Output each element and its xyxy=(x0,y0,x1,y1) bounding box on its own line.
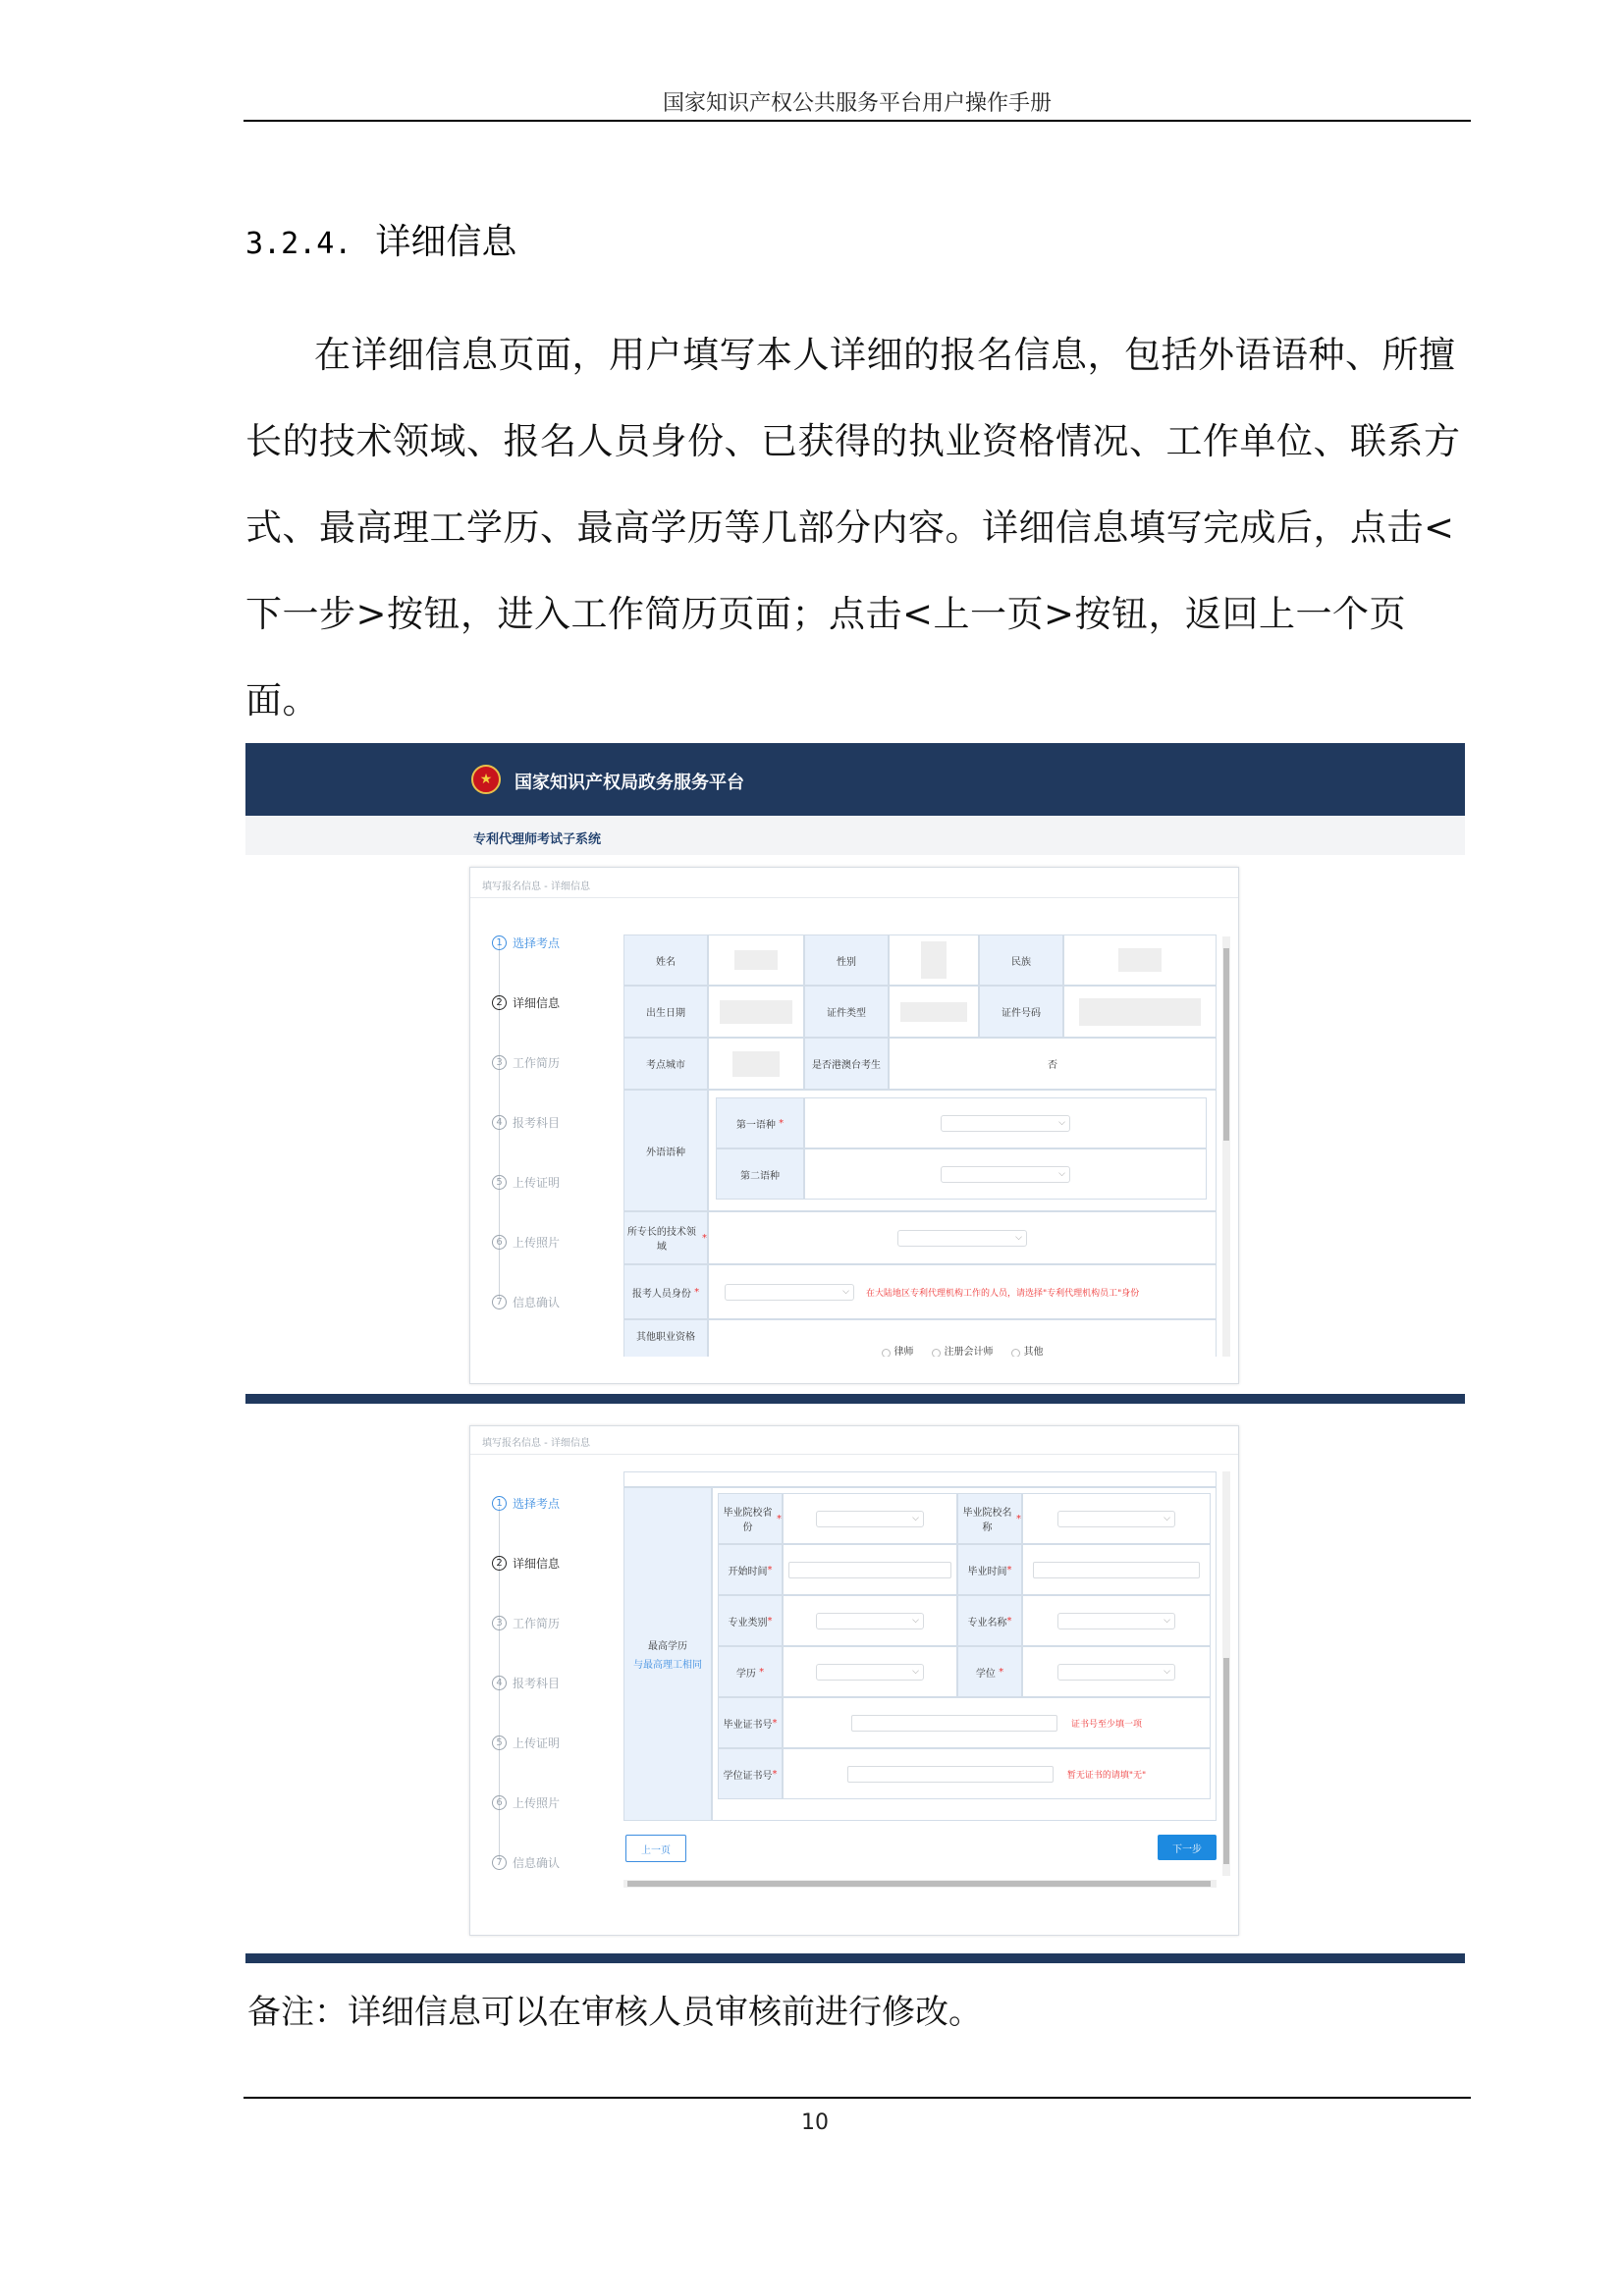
step-number: 7 xyxy=(492,1295,507,1309)
label-birth: 出生日期 xyxy=(623,986,708,1038)
separator-band xyxy=(245,1394,1465,1404)
chevron-down-icon: ⌵ xyxy=(1058,1169,1065,1179)
lang1-select[interactable] xyxy=(941,1115,1070,1132)
required-mark: * xyxy=(690,1286,700,1298)
prev-row-fragment xyxy=(623,1471,1217,1487)
form-panel-2 xyxy=(469,1425,1239,1936)
label-gender: 性别 xyxy=(804,934,889,986)
lang1-text: 第一语种 xyxy=(735,1119,776,1131)
label-degree xyxy=(957,1646,1022,1697)
required-mark: * xyxy=(772,1768,778,1780)
value-city xyxy=(708,1038,804,1090)
degree-edu-text: 学历 xyxy=(735,1668,756,1680)
step-number: 5 xyxy=(492,1175,507,1190)
step-label: 详细信息 xyxy=(513,1557,561,1571)
required-mark: * xyxy=(698,1232,707,1244)
label-name: 姓名 xyxy=(623,934,708,986)
degree-cell xyxy=(1022,1646,1211,1697)
chevron-down-icon: ⌵ xyxy=(842,1287,849,1297)
school-name-text: 毕业院校名称 xyxy=(962,1508,1012,1533)
section-title-text: 详细信息 xyxy=(375,222,517,262)
step-label: 上传证明 xyxy=(513,1176,561,1190)
school-name-cell xyxy=(1022,1493,1211,1544)
value-ethnicity xyxy=(1063,934,1217,986)
note: 备注：详细信息可以在审核人员审核前进行修改。 xyxy=(247,1993,982,2032)
form-panel xyxy=(469,867,1239,1384)
scrollbar-thumb[interactable] xyxy=(1223,1658,1229,1864)
step-number: 5 xyxy=(492,1735,507,1750)
step-label: 报考科目 xyxy=(513,1677,561,1690)
label-major-name xyxy=(957,1595,1022,1646)
major-cat-text: 专业类别 xyxy=(728,1617,768,1629)
next-step-button[interactable]: 下一步 xyxy=(1158,1835,1217,1860)
required-mark: * xyxy=(767,1564,773,1575)
label-identity xyxy=(623,1264,708,1319)
value-birth xyxy=(708,986,804,1038)
section-number: 3.2.4. xyxy=(245,227,352,261)
value-id-type xyxy=(889,986,979,1038)
label-school-name xyxy=(957,1493,1022,1544)
step-number: 4 xyxy=(492,1676,507,1690)
required-mark: * xyxy=(995,1666,1004,1678)
subsystem-title: 专利代理师考试子系统 xyxy=(473,832,602,847)
value-name xyxy=(708,934,804,986)
label-edu xyxy=(623,1487,712,1821)
radio-lawyer[interactable] xyxy=(882,1349,891,1357)
step-number: 3 xyxy=(492,1055,507,1070)
step-number: 6 xyxy=(492,1795,507,1810)
scrollbar[interactable] xyxy=(1222,1471,1230,1876)
radio-lawyer-label: 律师 xyxy=(893,1347,914,1357)
major-cat-select[interactable] xyxy=(816,1613,924,1629)
required-mark: * xyxy=(1006,1564,1012,1575)
separator-band-bottom xyxy=(245,1953,1465,1963)
required-mark: * xyxy=(767,1615,773,1627)
major-name-select[interactable] xyxy=(1057,1613,1175,1629)
step-1[interactable] xyxy=(492,934,560,951)
start-date-input[interactable] xyxy=(788,1562,951,1578)
school-prov-select[interactable] xyxy=(816,1511,924,1527)
degree-cert-warning: 暂无证书的请填"无" xyxy=(1066,1770,1147,1781)
step-5[interactable] xyxy=(492,1174,560,1191)
edu-label-text: 最高学历 xyxy=(648,1641,687,1652)
breadcrumb: 填写报名信息 - 详细信息 xyxy=(482,1438,590,1449)
grad-text: 毕业时间 xyxy=(967,1566,1007,1577)
label-start xyxy=(718,1544,783,1595)
label-hkmt: 是否港澳台考生 xyxy=(804,1038,889,1090)
divider xyxy=(470,1454,1238,1455)
step-number: 1 xyxy=(492,935,507,950)
step-label: 工作简历 xyxy=(513,1056,561,1070)
major-name-cell xyxy=(1022,1595,1211,1646)
identity-text: 报考人员身份 xyxy=(631,1288,691,1300)
tech-text: 所专长的技术领域 xyxy=(626,1227,696,1253)
degree-select[interactable] xyxy=(1057,1664,1175,1681)
other-qual-cell xyxy=(708,1319,1217,1357)
required-mark: * xyxy=(1006,1615,1012,1627)
body-paragraph: 在详细信息页面，用户填写本人详细的报名信息，包括外语语种、所擅长的技术领域、报名人员身份、已获得的执业资格情况、工作单位、联系方式、最高理工学历、最高学历等几部分内容。详细信息填写完成后，点击<下一步>按钮，进入工作简历页面；点击<上一页>按钮，返回上一个页面。 xyxy=(245,334,1461,721)
step-7[interactable] xyxy=(492,1294,560,1310)
step-label: 上传证明 xyxy=(513,1736,561,1750)
header-rule xyxy=(244,120,1471,122)
required-mark: * xyxy=(777,1513,782,1524)
step-label: 选择考点 xyxy=(513,936,561,950)
major-cat-cell xyxy=(783,1595,957,1646)
step-label: 报考科目 xyxy=(513,1116,561,1130)
label-grad xyxy=(957,1544,1022,1595)
scrollbar-thumb[interactable] xyxy=(1223,948,1229,1141)
radio-other[interactable] xyxy=(1011,1349,1020,1357)
step-2[interactable] xyxy=(492,1555,560,1572)
identity-select[interactable] xyxy=(725,1284,854,1301)
step-1[interactable] xyxy=(492,1495,560,1512)
degree-text: 学位 xyxy=(975,1668,996,1680)
footer-rule xyxy=(244,2097,1471,2099)
label-city: 考点城市 xyxy=(623,1038,708,1090)
major-name-text: 专业名称 xyxy=(967,1617,1007,1629)
breadcrumb: 填写报名信息 - 详细信息 xyxy=(482,881,590,892)
step-5[interactable] xyxy=(492,1735,560,1751)
step-number: 2 xyxy=(492,1556,507,1571)
step-number: 6 xyxy=(492,1235,507,1250)
label-other-qual: 其他职业资格 xyxy=(623,1319,708,1357)
emblem-icon xyxy=(471,765,501,794)
step-number: 3 xyxy=(492,1616,507,1630)
start-cell xyxy=(783,1544,957,1595)
label-lang1 xyxy=(716,1097,804,1148)
radio-other-label: 其他 xyxy=(1023,1347,1044,1357)
label-language: 外语语种 xyxy=(623,1090,708,1211)
chevron-down-icon: ⌵ xyxy=(1164,1616,1170,1626)
degree-edu-select[interactable] xyxy=(816,1664,924,1681)
start-text: 开始时间 xyxy=(728,1566,768,1577)
identity-cell xyxy=(708,1264,1217,1319)
label-degree-cert xyxy=(718,1748,783,1799)
label-degree-edu xyxy=(718,1646,783,1697)
grad-cert-warning: 证书号至少填一项 xyxy=(1070,1719,1142,1730)
h-scrollbar-thumb[interactable] xyxy=(627,1881,1211,1887)
form-table xyxy=(623,934,1217,1357)
value-id-no xyxy=(1063,986,1217,1038)
label-lang2: 第二语种 xyxy=(716,1148,804,1200)
step-label: 上传照片 xyxy=(513,1236,561,1250)
required-mark: * xyxy=(775,1117,785,1129)
degree-edu-cell xyxy=(783,1646,957,1697)
chevron-down-icon: ⌵ xyxy=(1164,1514,1170,1523)
page-number: 10 xyxy=(801,2110,829,2135)
school-prov-cell xyxy=(783,1493,957,1544)
sub-bar xyxy=(245,816,1465,855)
step-number: 2 xyxy=(492,995,507,1010)
doc-header: 国家知识产权公共服务平台用户操作手册 xyxy=(662,91,1052,116)
grad-cell xyxy=(1022,1544,1211,1595)
radio-cpa[interactable] xyxy=(932,1349,941,1357)
step-label: 信息确认 xyxy=(513,1856,561,1870)
lang2-select[interactable] xyxy=(941,1166,1070,1183)
step-number: 1 xyxy=(492,1496,507,1511)
value-hkmt: 否 xyxy=(889,1038,1217,1090)
step-3[interactable] xyxy=(492,1615,560,1631)
value-gender xyxy=(889,934,979,986)
step-6[interactable] xyxy=(492,1234,560,1251)
prev-page-button[interactable]: 上一页 xyxy=(625,1835,686,1862)
site-title: 国家知识产权局政务服务平台 xyxy=(514,773,744,793)
chevron-down-icon: ⌵ xyxy=(912,1616,919,1626)
school-prov-text: 毕业院校省份 xyxy=(723,1508,773,1533)
step-number: 4 xyxy=(492,1115,507,1130)
scrollbar[interactable] xyxy=(1222,936,1230,1357)
screenshot-1 xyxy=(245,743,1465,1403)
lang2-cell xyxy=(804,1148,1207,1200)
radio-cpa-label: 注册会计师 xyxy=(944,1347,994,1357)
step-3[interactable] xyxy=(492,1054,560,1071)
grad-cert-text: 毕业证书号 xyxy=(723,1719,773,1731)
label-grad-cert xyxy=(718,1697,783,1748)
label-school-prov xyxy=(718,1493,783,1544)
chevron-down-icon: ⌵ xyxy=(1015,1233,1022,1243)
identity-warning: 在大陆地区专利代理机构工作的人员，请选择"专利代理机构员工"身份 xyxy=(866,1288,1140,1299)
step-number: 7 xyxy=(492,1855,507,1870)
step-label: 详细信息 xyxy=(513,996,561,1010)
grad-cert-cell xyxy=(783,1697,1211,1748)
label-major-cat xyxy=(718,1595,783,1646)
lang1-cell xyxy=(804,1097,1207,1148)
school-name-select[interactable] xyxy=(1057,1511,1175,1527)
tech-cell xyxy=(708,1211,1217,1264)
edu-same-link[interactable]: 与最高理工相同 xyxy=(633,1660,702,1671)
step-4[interactable] xyxy=(492,1675,560,1691)
required-mark: * xyxy=(755,1666,765,1678)
step-label: 上传照片 xyxy=(513,1796,561,1810)
step-7[interactable] xyxy=(492,1854,560,1871)
grad-cert-input[interactable] xyxy=(851,1715,1057,1732)
degree-cert-cell xyxy=(783,1748,1211,1799)
degree-cert-text: 学位证书号 xyxy=(723,1770,773,1782)
section-title xyxy=(245,214,516,264)
h-scrollbar[interactable] xyxy=(623,1880,1217,1888)
step-label: 选择考点 xyxy=(513,1497,561,1511)
label-id-type: 证件类型 xyxy=(804,986,889,1038)
step-label: 信息确认 xyxy=(513,1296,561,1309)
label-ethnicity: 民族 xyxy=(979,934,1063,986)
step-6[interactable] xyxy=(492,1794,560,1811)
divider xyxy=(470,897,1238,898)
step-4[interactable] xyxy=(492,1114,560,1131)
grad-date-input[interactable] xyxy=(1033,1562,1200,1578)
label-tech xyxy=(623,1211,708,1264)
chevron-down-icon: ⌵ xyxy=(1164,1667,1170,1677)
chevron-down-icon: ⌵ xyxy=(912,1667,919,1677)
tech-select[interactable] xyxy=(897,1230,1027,1247)
chevron-down-icon: ⌵ xyxy=(1058,1118,1065,1128)
required-mark: * xyxy=(1016,1513,1021,1524)
label-id-no: 证件号码 xyxy=(979,986,1063,1038)
step-2[interactable] xyxy=(492,994,560,1011)
screenshot-2 xyxy=(245,1406,1465,1955)
chevron-down-icon: ⌵ xyxy=(912,1514,919,1523)
step-label: 工作简历 xyxy=(513,1617,561,1630)
edu-table xyxy=(623,1471,1217,1876)
required-mark: * xyxy=(772,1717,778,1729)
degree-cert-input[interactable] xyxy=(847,1766,1054,1783)
top-bar xyxy=(245,743,1465,816)
